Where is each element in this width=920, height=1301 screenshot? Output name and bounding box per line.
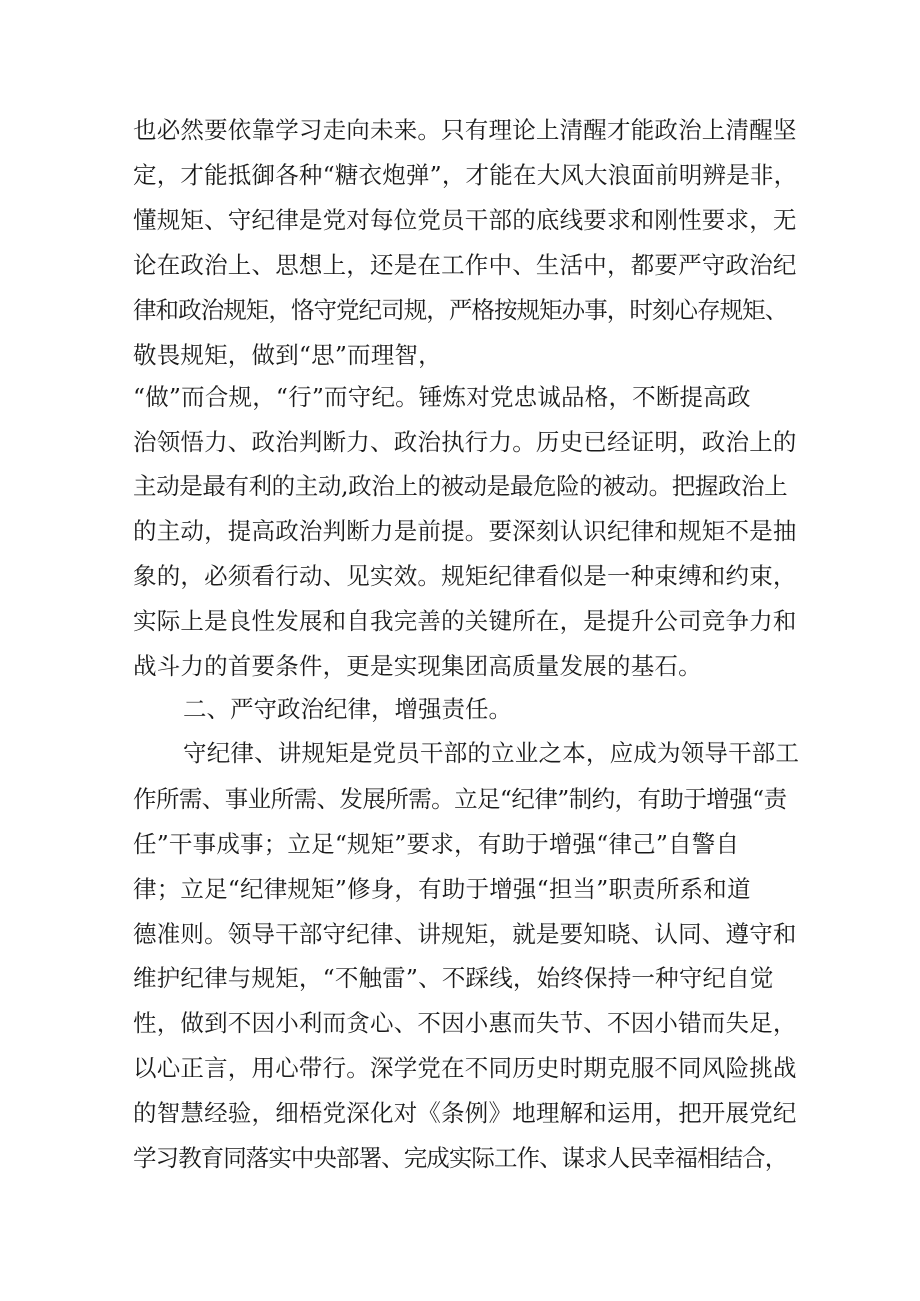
text-line: 定，才能抵御各种“糖衣炮弹”，才能在大风大浪面前明辨是非， [133, 161, 798, 189]
text-line: 实际上是良性发展和自我完善的关键所在，是提升公司竞争力和 [133, 607, 797, 635]
text-line: 性，做到不因小利而贪心、不因小惠而失节、不因小错而失足， [133, 1009, 797, 1037]
text-line: 的智慧经验，细梧党深化对《条例》地理解和运用，把开展党纪 [133, 1099, 797, 1127]
section-heading: 二、严守政治纪律，增强责任。 [183, 695, 512, 723]
text-line: 作所需、事业所需、发展所需。立足“纪律”制约，有助于增强“责 [133, 785, 787, 813]
text-line: 论在政治上、思想上，还是在工作中、生活中，都要严守政治纪 [133, 251, 797, 279]
text-line: 守纪律、讲规矩是党员干部的立业之本，应成为领导干部工 [183, 739, 800, 767]
text-line: 敬畏规矩，做到“思”而理智， [133, 341, 442, 369]
text-line: 律；立足“纪律规矩”修身，有助于增强“担当”职责所系和道 [133, 875, 751, 903]
text-line: 象的，必须看行动、见实效。规矩纪律看似是一种束缚和约束， [133, 562, 797, 590]
text-line: 律和政治规矩，恪守党纪司规，严格按规矩办事，时刻心存规矩、 [133, 296, 788, 324]
text-line: 维护纪律与规矩，“不触雷”、不踩线，始终保持一种守纪自觉 [133, 964, 774, 992]
text-line: “做”而合规，“行”而守纪。锤炼对党忠诚品格，不断提高政 [133, 383, 751, 411]
text-line: 的主动，提高政治判断力是前提。要深刻认识纪律和规矩不是抽 [133, 517, 797, 545]
text-line: 战斗力的首要条件，更是实现集团高质量发展的基石。 [133, 652, 702, 680]
text-line: 也必然要依靠学习走向未来。只有理论上清醒才能政治上清醒坚 [133, 116, 797, 144]
text-line: 学习教育同落实中央部署、完成实际工作、谋求人民幸福相结合， [133, 1144, 788, 1172]
text-line: 懂规矩、守纪律是党对每位党员干部的底线要求和刚性要求，无 [133, 206, 797, 234]
text-line: 治领悟力、政治判断力、政治执行力。历史已经证明，政治上的 [133, 428, 797, 456]
text-line: 任”干事成事；立足“规矩”要求，有助于增强“律己”自警自 [133, 830, 740, 858]
text-line: 以心正言，用心带行。深学党在不同历史时期克服不同风险挑战 [133, 1054, 797, 1082]
text-line: 主动是最有利的主动,政治上的被动是最危险的被动。把握政治上 [133, 472, 788, 500]
text-line: 德准则。领导干部守纪律、讲规矩，就是要知晓、认同、遵守和 [133, 920, 797, 948]
